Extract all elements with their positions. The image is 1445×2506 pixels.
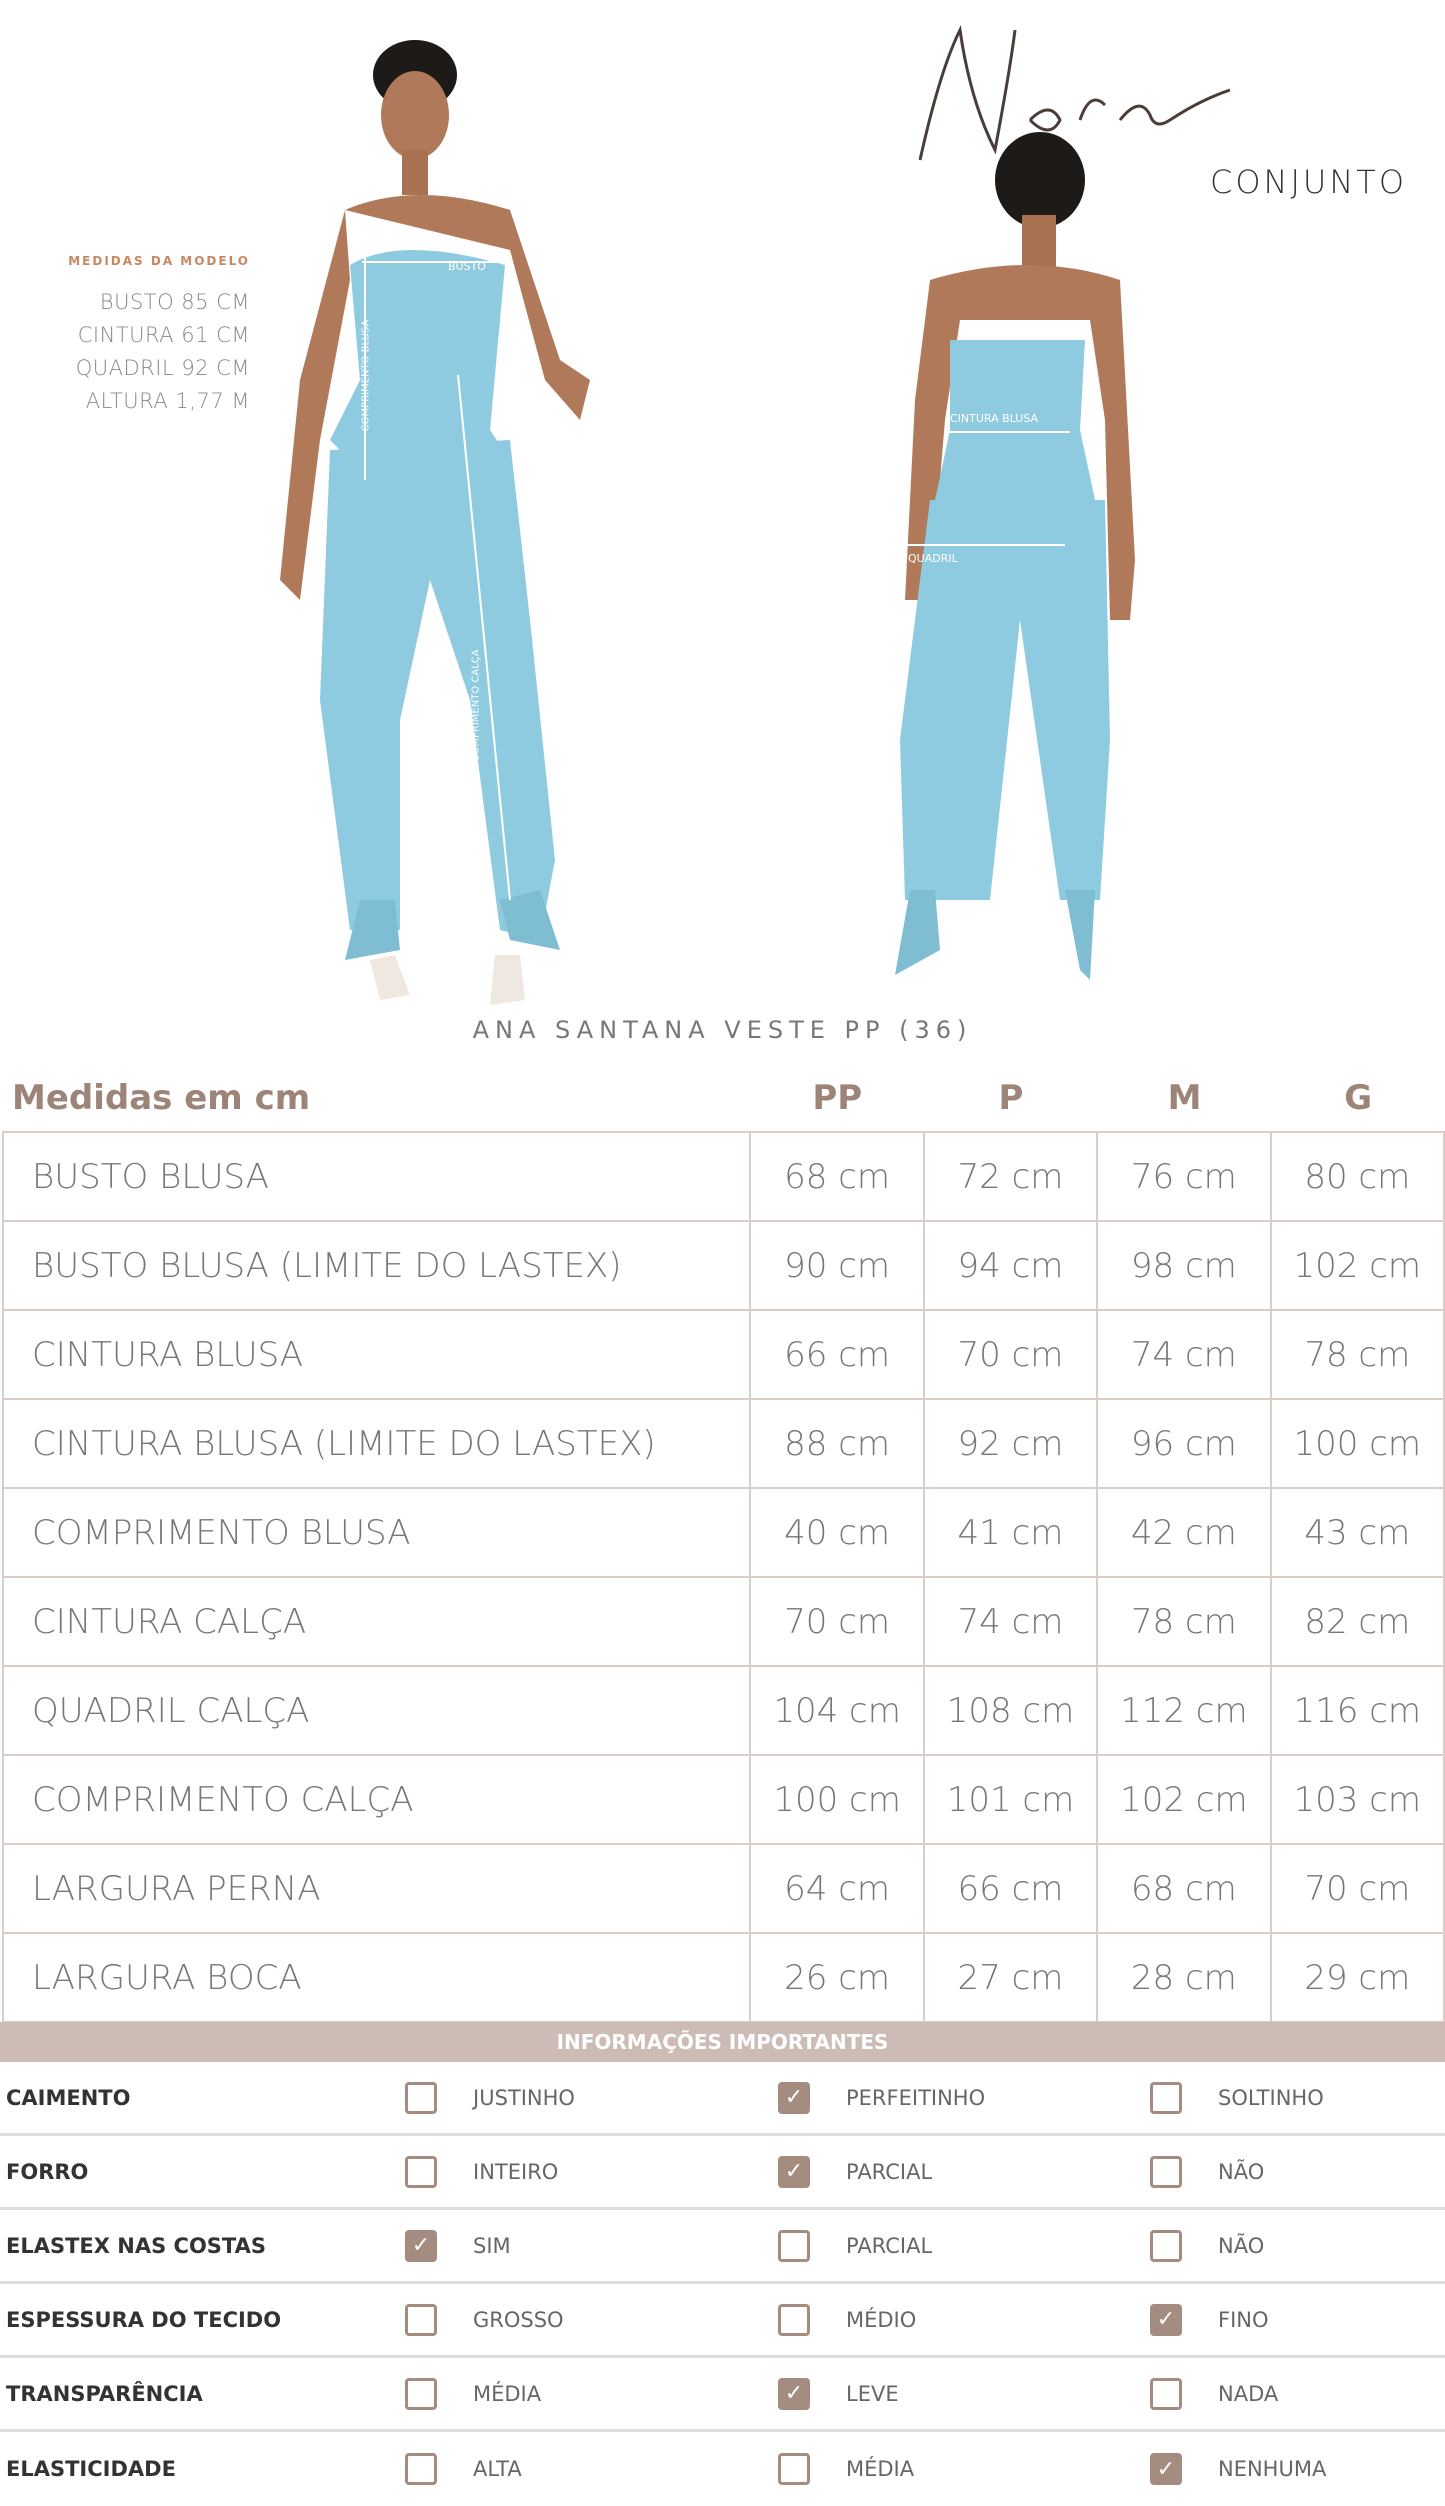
info-option[interactable] <box>778 2378 899 2410</box>
checkbox-icon[interactable] <box>778 2230 810 2262</box>
option-label: SIM <box>473 2233 511 2258</box>
table-row <box>3 1844 1444 1933</box>
measure-label: CINTURA CALÇA <box>3 1577 750 1666</box>
info-section-title: INFORMAÇÕES IMPORTANTES <box>0 2022 1445 2062</box>
option-label: PARCIAL <box>846 2233 933 2258</box>
photo-label-busto: BUSTO <box>448 260 486 273</box>
option-label: ALTA <box>473 2457 522 2481</box>
info-option[interactable] <box>405 2304 564 2336</box>
size-header: P <box>998 1078 1024 1118</box>
info-row <box>0 2210 1445 2284</box>
checkbox-icon[interactable] <box>1150 2082 1182 2114</box>
info-row <box>0 2432 1445 2506</box>
info-option[interactable] <box>778 2156 932 2188</box>
table-row <box>3 1577 1444 1666</box>
option-label: JUSTINHO <box>473 2085 575 2110</box>
checkbox-icon[interactable] <box>1150 2230 1182 2262</box>
info-option[interactable] <box>405 2453 522 2485</box>
info-label: TRANSPARÊNCIA <box>6 2381 203 2406</box>
info-label: FORRO <box>6 2159 89 2184</box>
measure-value: 102 cm <box>1271 1221 1444 1310</box>
measure-value: 72 cm <box>924 1132 1097 1221</box>
photo-label-cintura-blusa: CINTURA BLUSA <box>950 412 1039 425</box>
size-table <box>2 1131 1445 2023</box>
table-row <box>3 1221 1444 1310</box>
checked-checkbox-icon[interactable]: ✓ <box>1150 2304 1182 2336</box>
checkbox-icon[interactable] <box>405 2156 437 2188</box>
checkbox-icon[interactable] <box>778 2304 810 2336</box>
measure-value: 88 cm <box>750 1399 923 1488</box>
model-size-caption: ANA SANTANA VESTE PP (36) <box>472 1016 973 1044</box>
measure-value: 70 cm <box>1271 1844 1444 1933</box>
info-row <box>0 2358 1445 2432</box>
photo-label-quadril: QUADRIL <box>908 552 958 565</box>
product-hero <box>0 0 1445 1060</box>
front-model-photo <box>280 40 590 1005</box>
info-option[interactable] <box>405 2230 511 2262</box>
info-option[interactable] <box>1150 2156 1264 2188</box>
measure-value: 102 cm <box>1097 1755 1270 1844</box>
measure-value: 66 cm <box>750 1310 923 1399</box>
photo-label-comprimento-blusa: COMPRIMENTO BLUSA <box>360 319 372 432</box>
option-label: NÃO <box>1218 2159 1265 2184</box>
checkbox-icon[interactable] <box>1150 2378 1182 2410</box>
measure-value: 41 cm <box>924 1488 1097 1577</box>
info-list <box>0 2062 1445 2506</box>
info-option[interactable] <box>778 2453 914 2485</box>
option-label: GROSSO <box>473 2307 564 2332</box>
option-label: LEVE <box>846 2381 899 2406</box>
measure-value: 104 cm <box>750 1666 923 1755</box>
checked-checkbox-icon[interactable]: ✓ <box>778 2082 810 2114</box>
photo-label-comprimento-calca: COMPRIMENTO CALÇA <box>470 649 482 762</box>
info-label: ELASTEX NAS COSTAS <box>6 2233 266 2258</box>
size-header: PP <box>812 1078 863 1118</box>
measure-label: BUSTO BLUSA <box>3 1132 750 1221</box>
measure-label: CINTURA BLUSA (LIMITE DO LASTEX) <box>3 1399 750 1488</box>
table-row <box>3 1755 1444 1844</box>
table-row <box>3 1666 1444 1755</box>
measure-value: 94 cm <box>924 1221 1097 1310</box>
measure-value: 26 cm <box>750 1933 923 2022</box>
model-measure: ALTURA 1,77 M <box>85 389 250 413</box>
info-label: CAIMENTO <box>6 2085 131 2110</box>
table-row <box>3 1488 1444 1577</box>
option-label: INTEIRO <box>473 2159 559 2184</box>
measure-value: 28 cm <box>1097 1933 1270 2022</box>
table-row <box>3 1399 1444 1488</box>
measure-value: 101 cm <box>924 1755 1097 1844</box>
checkbox-icon[interactable] <box>1150 2156 1182 2188</box>
option-label: PARCIAL <box>846 2159 933 2184</box>
checked-checkbox-icon[interactable]: ✓ <box>405 2230 437 2262</box>
option-label: NÃO <box>1218 2233 1265 2258</box>
size-header: G <box>1344 1078 1373 1118</box>
info-option[interactable] <box>1150 2304 1269 2336</box>
checkbox-icon[interactable] <box>778 2453 810 2485</box>
measure-value: 27 cm <box>924 1933 1097 2022</box>
table-row <box>3 1310 1444 1399</box>
measure-label: CINTURA BLUSA <box>3 1310 750 1399</box>
option-label: PERFEITINHO <box>846 2085 986 2110</box>
info-row <box>0 2284 1445 2358</box>
measure-value: 40 cm <box>750 1488 923 1577</box>
measure-value: 68 cm <box>750 1132 923 1221</box>
measure-value: 98 cm <box>1097 1221 1270 1310</box>
option-label: MÉDIA <box>846 2457 915 2481</box>
table-row <box>3 1132 1444 1221</box>
model-measure: QUADRIL 92 CM <box>75 356 250 380</box>
info-label: ESPESSURA DO TECIDO <box>6 2307 282 2332</box>
measure-value: 100 cm <box>1271 1399 1444 1488</box>
checked-checkbox-icon[interactable]: ✓ <box>778 2156 810 2188</box>
measure-label: QUADRIL CALÇA <box>3 1666 750 1755</box>
measure-value: 116 cm <box>1271 1666 1444 1755</box>
measure-value: 64 cm <box>750 1844 923 1933</box>
size-table-title: Medidas em cm <box>12 1078 311 1118</box>
measure-value: 90 cm <box>750 1221 923 1310</box>
model-measure: BUSTO 85 CM <box>99 290 250 314</box>
measure-value: 68 cm <box>1097 1844 1270 1933</box>
measure-value: 103 cm <box>1271 1755 1444 1844</box>
option-label: SOLTINHO <box>1218 2085 1324 2110</box>
checked-checkbox-icon[interactable]: ✓ <box>778 2378 810 2410</box>
measure-label: COMPRIMENTO BLUSA <box>3 1488 750 1577</box>
checked-checkbox-icon[interactable]: ✓ <box>1150 2453 1182 2485</box>
size-header: M <box>1167 1078 1202 1118</box>
option-label: FINO <box>1218 2307 1269 2332</box>
info-option[interactable] <box>778 2082 985 2114</box>
option-label: MÉDIA <box>473 2381 542 2406</box>
measure-label: COMPRIMENTO CALÇA <box>3 1755 750 1844</box>
checkbox-icon[interactable] <box>405 2304 437 2336</box>
measure-value: 78 cm <box>1097 1577 1270 1666</box>
checkbox-icon[interactable] <box>405 2082 437 2114</box>
info-option[interactable] <box>405 2082 575 2114</box>
measure-value: 70 cm <box>924 1310 1097 1399</box>
info-label: ELASTICIDADE <box>6 2457 176 2481</box>
measure-value: 78 cm <box>1271 1310 1444 1399</box>
info-option[interactable] <box>1150 2230 1264 2262</box>
measure-value: 80 cm <box>1271 1132 1444 1221</box>
info-option[interactable] <box>1150 2082 1324 2114</box>
option-label: NENHUMA <box>1218 2457 1327 2481</box>
model-measure: CINTURA 61 CM <box>77 323 250 347</box>
info-option[interactable] <box>405 2156 558 2188</box>
info-option[interactable] <box>1150 2378 1278 2410</box>
measure-value: 74 cm <box>1097 1310 1270 1399</box>
info-option[interactable] <box>405 2378 541 2410</box>
measure-value: 43 cm <box>1271 1488 1444 1577</box>
measure-value: 82 cm <box>1271 1577 1444 1666</box>
measure-value: 96 cm <box>1097 1399 1270 1488</box>
checkbox-icon[interactable] <box>405 2378 437 2410</box>
size-table-header <box>0 1065 1445 1131</box>
model-measures <box>68 254 250 418</box>
measure-label: BUSTO BLUSA (LIMITE DO LASTEX) <box>3 1221 750 1310</box>
option-label: MÉDIO <box>846 2307 917 2332</box>
measure-value: 70 cm <box>750 1577 923 1666</box>
model-measures-title: MEDIDAS DA MODELO <box>68 254 250 268</box>
measure-label: LARGURA BOCA <box>3 1933 750 2022</box>
measure-value: 112 cm <box>1097 1666 1270 1755</box>
checkbox-icon[interactable] <box>405 2453 437 2485</box>
info-option[interactable] <box>778 2304 916 2336</box>
measure-value: 42 cm <box>1097 1488 1270 1577</box>
info-option[interactable] <box>1150 2453 1326 2485</box>
measure-value: 108 cm <box>924 1666 1097 1755</box>
info-row <box>0 2062 1445 2136</box>
table-row <box>3 1933 1444 2022</box>
measure-value: 74 cm <box>924 1577 1097 1666</box>
measure-value: 100 cm <box>750 1755 923 1844</box>
info-option[interactable] <box>778 2230 932 2262</box>
measure-value: 92 cm <box>924 1399 1097 1488</box>
brand-logo <box>900 10 1230 184</box>
measure-value: 66 cm <box>924 1844 1097 1933</box>
product-type: CONJUNTO <box>1210 163 1407 201</box>
measure-value: 29 cm <box>1271 1933 1444 2022</box>
measure-value: 76 cm <box>1097 1132 1270 1221</box>
measure-label: LARGURA PERNA <box>3 1844 750 1933</box>
info-row <box>0 2136 1445 2210</box>
option-label: NADA <box>1218 2381 1279 2406</box>
